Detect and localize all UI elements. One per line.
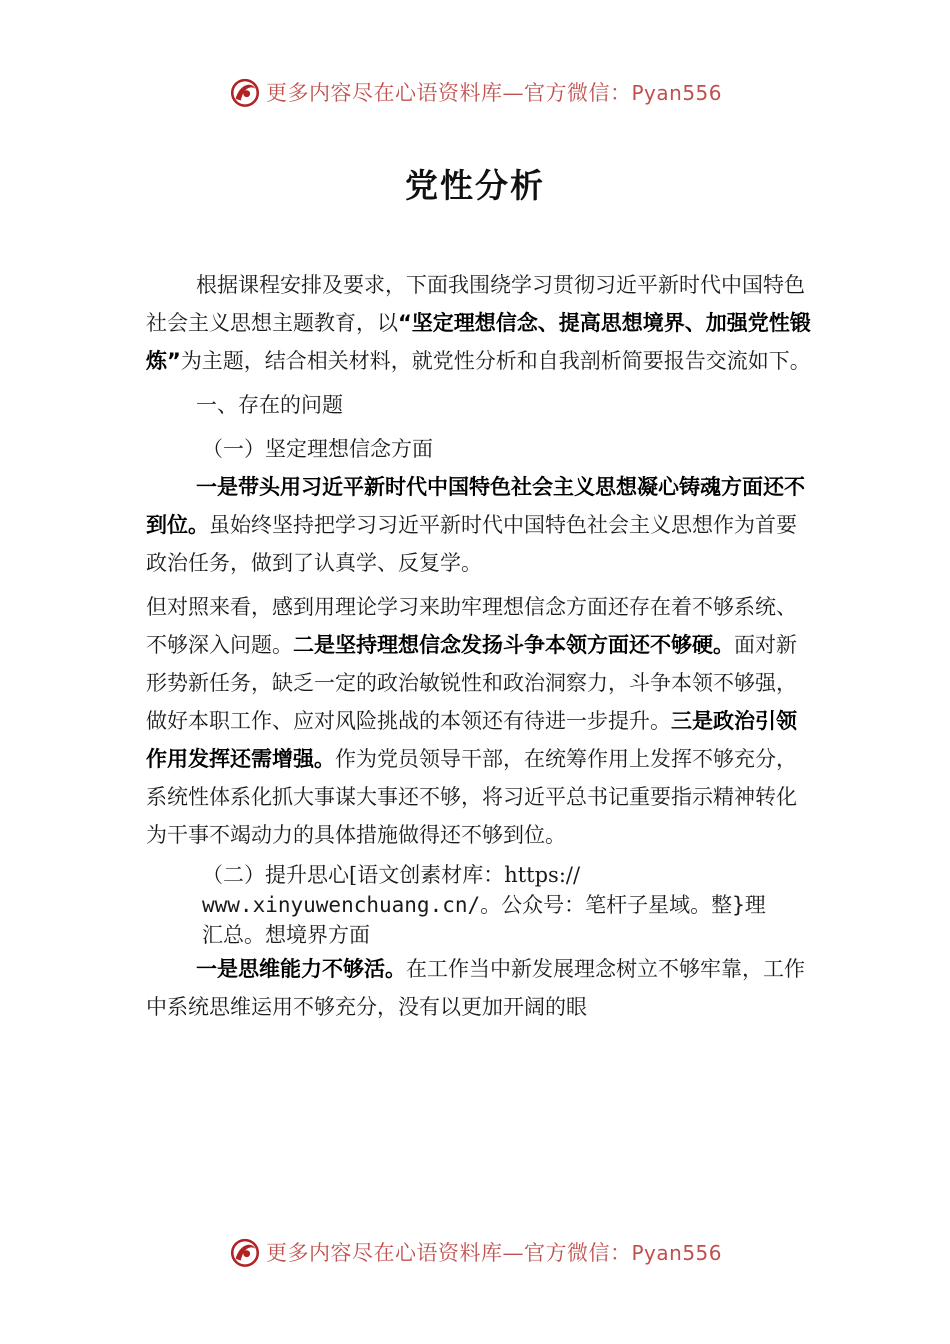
paragraph-point-1: 一是带头用习近平新时代中国特色社会主义思想凝心铸魂方面还不到位。虽始终坚持把学习习近平新时代中国特色社会主义思想作为首要政治任务，做到了认真学、反复学。 bbox=[146, 475, 805, 575]
red-swirl-logo-icon bbox=[228, 1235, 262, 1269]
paragraph-points-2-3: 但对照来看，感到用理论学习来助牢理想信念方面还存在着不够系统、不够深入问题。二是坚持理想信念发扬斗争本领方面还不够硬。面对新形势新任务，缺乏一定的政治敏锐性和政治洞察力，斗争本领不够强，做好本职工作、应对风险挑战的本领还有待进一步提升。三是政治引领作用发挥还需增强。作为党员领导干部，在统筹作用上发挥不够充分，系统性体系化抓大事谋大事还不够，将习近平总书记重要指示精神转化为干事不竭动力的具体措施做得还不够到位。 bbox=[146, 595, 797, 847]
red-swirl-logo-icon bbox=[228, 75, 262, 109]
banner-text: 更多内容尽在心语资料库—官方微信：Pyan556 bbox=[265, 81, 722, 105]
subsection-heading-2: （二）提升思心[语文创素材库：https:// www.xinyuwenchuang.cn/。公众号：笔杆子星域。整}理 汇总。想境界方面 bbox=[202, 863, 766, 947]
document-title: 党性分析 bbox=[405, 166, 545, 205]
wechat-id: Pyan556 bbox=[631, 81, 722, 105]
banner-text: 更多内容尽在心语资料库—官方微信：Pyan556 bbox=[265, 1241, 722, 1265]
paragraph-thinking: 一是思维能力不够活。在工作当中新发展理念树立不够牢靠，工作中系统思维运用不够充分，没有以更加开阔的眼 bbox=[146, 957, 805, 1019]
section-heading-1: 一、存在的问题 bbox=[196, 393, 343, 417]
footer-banner bbox=[0, 1232, 950, 1272]
document-body bbox=[146, 266, 812, 1026]
intro-paragraph: 根据课程安排及要求，下面我围绕学习贯彻习近平新时代中国特色社会主义思想主题教育，以“坚定理想信念、提高思想境界、加强党性锻炼”为主题，结合相关材料，就党性分析和自我剖析简要报告交流如下。 bbox=[146, 273, 811, 373]
subsection-heading-1: （一）坚定理想信念方面 bbox=[202, 437, 433, 461]
wechat-id: Pyan556 bbox=[631, 1241, 722, 1265]
header-banner bbox=[0, 72, 950, 112]
